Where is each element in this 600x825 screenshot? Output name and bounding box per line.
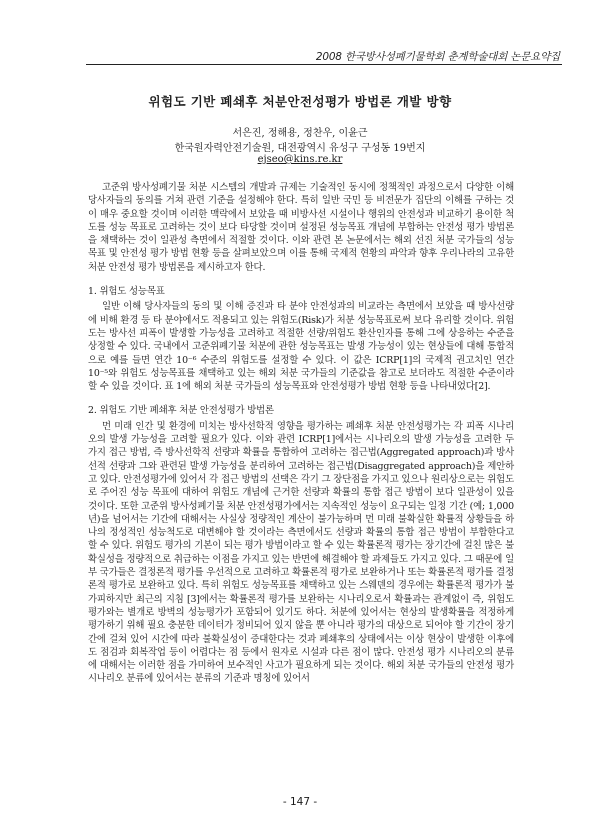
section-1-paragraph: 일반 이해 당사자들의 동의 및 이해 증진과 타 분야 안전성과의 비교라는 측면에서 보았을 때 방사선량에 비해 환경 등 타 분야에서도 적용되고 있는 위험도(Risk)가 처분 성능목표로써 보다 유리할 것이다. 위험도는 방사선 피폭이 발생할 가능성을 고려하고 적절한 선량/위험도 환산인자를 통해 그에 상응하는 수준을 상정할 수 있다. 국내에서 고준위폐기물 처분에 관한 성능목표는 발생 가능성이 있는 현상들에 대해 통합적으로 예를 들면 연간 10⁻⁶ 수준의 위험도를 설정할 수 있다. 이 값은 ICRP[1]의 국제적 권고치인 연간 10⁻⁵와 위험도 성능목표를 채택하고 있는 해외 처분 국가들의 기준값을 참고로 보더라도 적절한 수준이라 할 수 있을 것이다. 표 1에 해외 처분 국가들의 성능목표와 안전성평가 방법 현황 등을 나타내었다[2]. [88, 301, 514, 393]
page-number: - 147 - [282, 796, 318, 808]
header-rule [86, 64, 562, 65]
running-header: 2008 한국방사성폐기물학회 춘계학술대회 논문요약집 [315, 51, 560, 63]
email-line [0, 154, 600, 165]
author-list: 서은진, 정해용, 정찬우, 이윤근 [232, 128, 368, 139]
section-heading-1: 1. 위험도 성능목표 [88, 286, 165, 298]
abstract: 고준위 방사성폐기물 처분 시스템의 개발과 규제는 기술적인 동시에 정책적인 과정으로서 다양한 이해 당사자들의 동의를 거쳐 관련 기준을 설정해야 한다. 특히 일반 국민 등 비전문가 집단의 이해를 구하는 것이 매우 중요할 것이며 이러한 맥락에서 보았을 때 비방사선 시설이나 행위의 안전성과 비교하기 용이한 척도를 성능 목표로 고려하는 것이 보다 타당할 것이며 설정된 성능목표 개념에 부합하는 안전성 평가 방법론을 채택하는 것이 일관성 측면에서 적절할 것이다. 이와 관련 본 논문에서는 해외 선진 처분 국가들의 성능목표 및 안전성 평가 방법 현황 등을 살펴보았으며 이를 통해 국제적 현황의 파악과 향후 우리나라의 고유한 처분 안전성 평가 방법론을 제시하고자 한다. [88, 182, 514, 273]
author-email[interactable]: ejseo@kins.re.kr [257, 154, 343, 165]
section-heading-2: 2. 위험도 기반 폐쇄후 처분 안전성평가 방법론 [88, 405, 274, 417]
affiliation: 한국원자력안전기술원, 대전광역시 유성구 구성동 19번지 [174, 143, 426, 154]
paper-title: 위험도 기반 폐쇄후 처분안전성평가 방법론 개발 방향 [148, 94, 452, 109]
section-2-paragraph: 먼 미래 인간 및 환경에 미치는 방사선학적 영향을 평가하는 폐쇄후 처분 안전성평가는 각 피폭 시나리오의 발생 가능성을 고려할 필요가 있다. 이와 관련 ICRP[1]에서는 시나리오의 발생 가능성을 고려한 두 가지 접근 방법, 즉 방사선학적 선량과 확률을 통합하여 고려하는 접근법(Aggregated approach)과 방사선적 선량과 그와 관련된 발생 가능성을 분리하여 고려하는 접근법(Disaggregated approach)을 제안하고 있다. 안전성평가에 있어서 각 접근 방법의 선택은 각기 그 장단점을 가지고 있으나 원리상으로는 위험도로 주어진 성능 목표에 대하여 위험도 개념에 근거한 선량과 확률의 통합 접근 방법이 보다 일관성이 있을 것이다. 또한 고준위 방사성폐기물 처분 안전성평가에서는 지속적인 성능이 요구되는 일정 기간 (예; 1,000년)을 넘어서는 기간에 대해서는 사실상 정량적인 계산이 불가능하며 먼 미래 불확실한 확률적 상황들을 하나의 정성적인 성능척도로 대변해야 할 것이라는 측면에서도 선량과 확률의 통합 접근 방법이 부합한다고 할 수 있다. 위험도 평가의 기본이 되는 평가 방법이라고 할 수 있는 확률론적 평가는 장기간에 걸친 많은 불확실성을 정량적으로 취급하는 이점을 가지고 있는 반면에 해결해야 할 과제들도 가지고 있다. 그 때문에 일부 국가들은 결정론적 평가를 우선적으로 고려하고 확률론적 평가로 보완하거나 또는 확률론적 평가를 결정론적 평가로 보완하고 있다. 특히 위험도 성능목표를 채택하고 있는 스웨덴의 경우에는 확률론적 평가가 불가피하지만 최근의 지침 [3]에서는 확률론적 평가를 보완하는 시나리오로서 확률과는 관계없이 즉, 위험도 평가와는 별개로 방벽의 성능평가가 포함되어 있기도 하다. 처분에 있어서는 현상의 발생확률을 적정하게 평가하기 위해 필요 충분한 데이터가 정비되어 있지 않을 뿐 아니라 평가의 대상으로 되어야 할 기간이 장기간에 걸쳐 있어 시간에 따라 불확실성이 증대한다는 것과 폐쇄후의 상태에서는 이상 현상이 발생한 이후에도 점검과 회복작업 등이 어렵다는 점 등에서 원자로 시설과 다른 점이 많다. 안전성 평가 시나리오의 분류에 대해서는 이러한 점을 가미하여 보수적인 사고가 필요하게 되는 것이다. 해외 처분 국가들의 안전성 평가 시나리오 분류에 있어서는 분류의 기준과 명칭에 있어서 [88, 420, 514, 685]
paper-body [88, 181, 514, 686]
